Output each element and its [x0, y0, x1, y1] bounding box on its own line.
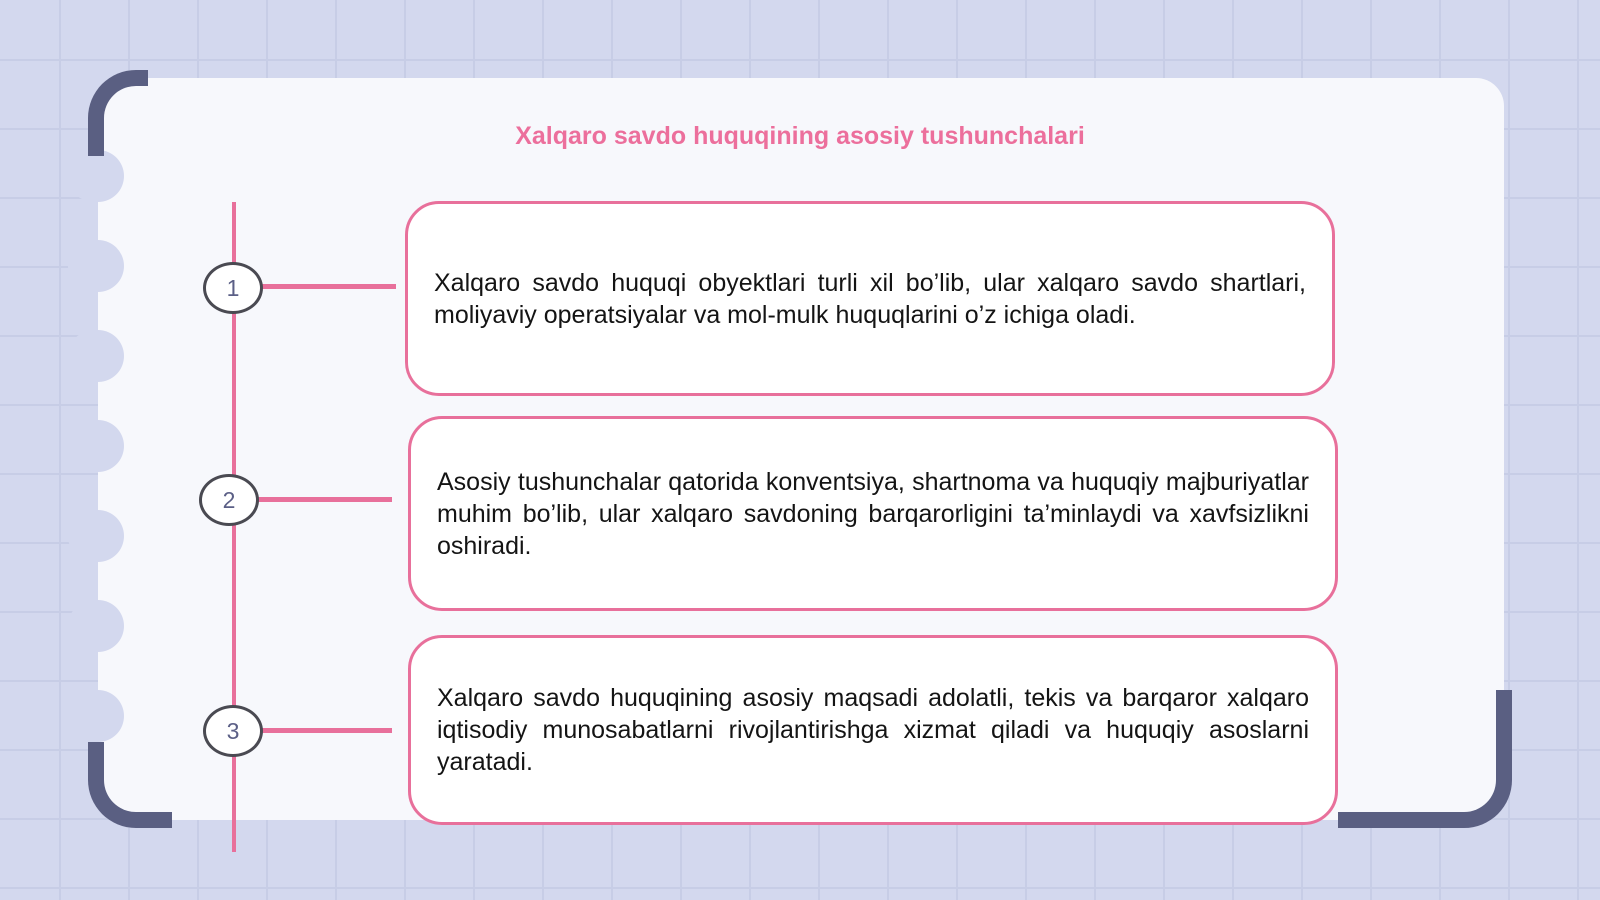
step-number-badge	[199, 474, 259, 526]
step-number: 2	[222, 486, 236, 513]
timeline-connector	[262, 284, 396, 289]
paper-notch	[68, 510, 124, 562]
paper-notch	[68, 330, 124, 382]
slide-title: Xalqaro savdo huquqining asosiy tushunchalari	[515, 122, 1085, 150]
paper-notch	[68, 600, 124, 652]
paper-notch	[68, 150, 124, 202]
concept-card	[408, 416, 1338, 611]
timeline-connector	[262, 728, 392, 733]
step-number: 3	[226, 717, 240, 744]
paper-notch	[68, 240, 124, 292]
frame-corner-top-left	[88, 70, 148, 156]
paper-notch	[68, 420, 124, 472]
concept-card	[408, 635, 1338, 825]
frame-corner-bottom-right	[1338, 690, 1512, 828]
step-number-badge	[203, 705, 263, 757]
concept-text: Xalqaro savdo huquqining asosiy maqsadi adolatli, tekis va barqaror xalqaro iqtisodiy munosabatlarni rivojlantirishga xizmat qiladi va huquqiy asoslarni yaratadi.	[437, 684, 1309, 776]
paper-notch	[68, 690, 124, 742]
concept-card	[405, 201, 1335, 396]
concept-text: Xalqaro savdo huquqi obyektlari turli xil bo’lib, ular xalqaro savdo shartlari, moliyaviy operatsiyalar va mol-mulk huquqlarini o’z ichiga oladi.	[434, 268, 1306, 329]
concept-text: Asosiy tushunchalar qatorida konventsiya, shartnoma va huquqiy majburiyatlar muhim bo’lib, ular xalqaro savdoning barqarorligini ta’minlaydi va xavfsizlikni oshiradi.	[437, 467, 1309, 560]
step-number: 1	[226, 274, 240, 301]
step-number-badge	[203, 262, 263, 314]
frame-corner-bottom-left	[88, 742, 172, 828]
timeline-connector	[258, 497, 392, 502]
